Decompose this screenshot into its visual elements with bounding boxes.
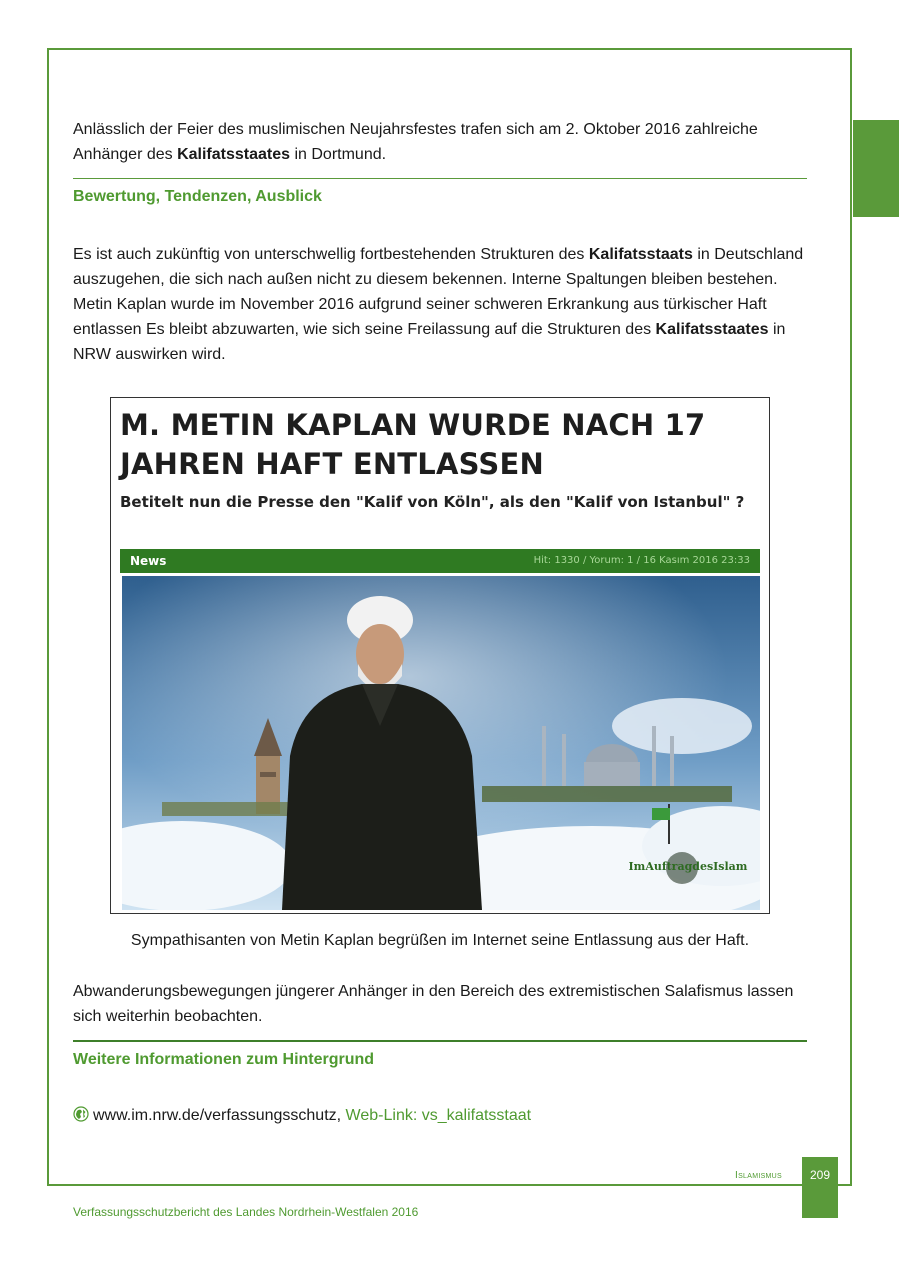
divider-1 xyxy=(73,178,807,179)
section-heading-more-info: Weitere Informationen zum Hintergrund xyxy=(73,1051,375,1068)
migration-paragraph xyxy=(73,979,809,1029)
section-heading-assessment: Bewertung, Tendenzen, Ausblick xyxy=(73,188,322,205)
url-link[interactable]: www.im.nrw.de/verfassungsschutz, xyxy=(93,1107,342,1124)
page-number-box xyxy=(802,1157,838,1218)
footer-section-label: Islamismus xyxy=(734,1170,782,1181)
assessment-bold-1: Kalifatsstaats xyxy=(588,246,693,263)
footer-title: Verfassungsschutzbericht des Landes Nordrhein-Westfalen 2016 xyxy=(73,1205,419,1219)
link-line xyxy=(73,1106,531,1126)
kaplan-photo-illustration xyxy=(122,576,760,910)
watermark-text: ImAuftragdesIslam xyxy=(628,860,748,873)
news-label: News xyxy=(130,554,167,568)
intro-paragraph xyxy=(73,117,809,167)
globe-icon xyxy=(73,1106,89,1122)
divider-2 xyxy=(73,1040,807,1042)
figure-headline: M. METIN KAPLAN WURDE NACH 17 JAHREN HAFT ENTLASSEN xyxy=(120,408,706,481)
chapter-tab xyxy=(853,120,899,217)
page-number: 209 xyxy=(809,1168,831,1182)
intro-text-1: Anlässlich der Feier des muslimischen Neujahrsfestes trafen sich am 2. Oktober 2016 zahlreiche Anhänger des xyxy=(73,121,758,163)
news-bar xyxy=(120,549,760,573)
intro-bold-1: Kalifatsstaates xyxy=(177,146,291,163)
weblink[interactable]: Web-Link: vs_kalifatsstaat xyxy=(345,1107,532,1124)
assessment-bold-2: Kalifatsstaates xyxy=(655,321,769,338)
assessment-paragraph xyxy=(73,242,809,367)
news-meta: Hit: 1330 / Yorum: 1 / 16 Kasım 2016 23:33 xyxy=(533,555,750,566)
figure-subheadline: Betitelt nun die Presse den "Kalif von Köln", als den "Kalif von Istanbul" ? xyxy=(120,493,745,511)
assessment-text-1: Es ist auch zukünftig von unterschwellig fortbestehenden Strukturen des xyxy=(73,246,589,263)
migration-text: Abwanderungsbewegungen jüngerer Anhänger in den Bereich des extremistischen Salafismus lassen sich weiterhin beobachten. xyxy=(73,983,794,1025)
figure-caption: Sympathisanten von Metin Kaplan begrüßen im Internet seine Entlassung aus der Haft. xyxy=(130,932,750,949)
news-screenshot-figure xyxy=(110,397,770,914)
intro-text-2: in Dortmund. xyxy=(290,146,387,163)
assessment-text-3: in NRW auswirken wird. xyxy=(73,321,786,363)
assessment-text-2: in Deutschland auszugehen, die sich nach außen nicht zu diesem bekennen. Interne Spaltungen bleiben bestehen. Metin Kaplan wurde im November 2016 aufgrund seiner schweren Erkrankung aus türkischer Haft entlassen Es bleibt abzuwarten, wie sich seine Freilassung auf die Strukturen des xyxy=(73,246,804,338)
